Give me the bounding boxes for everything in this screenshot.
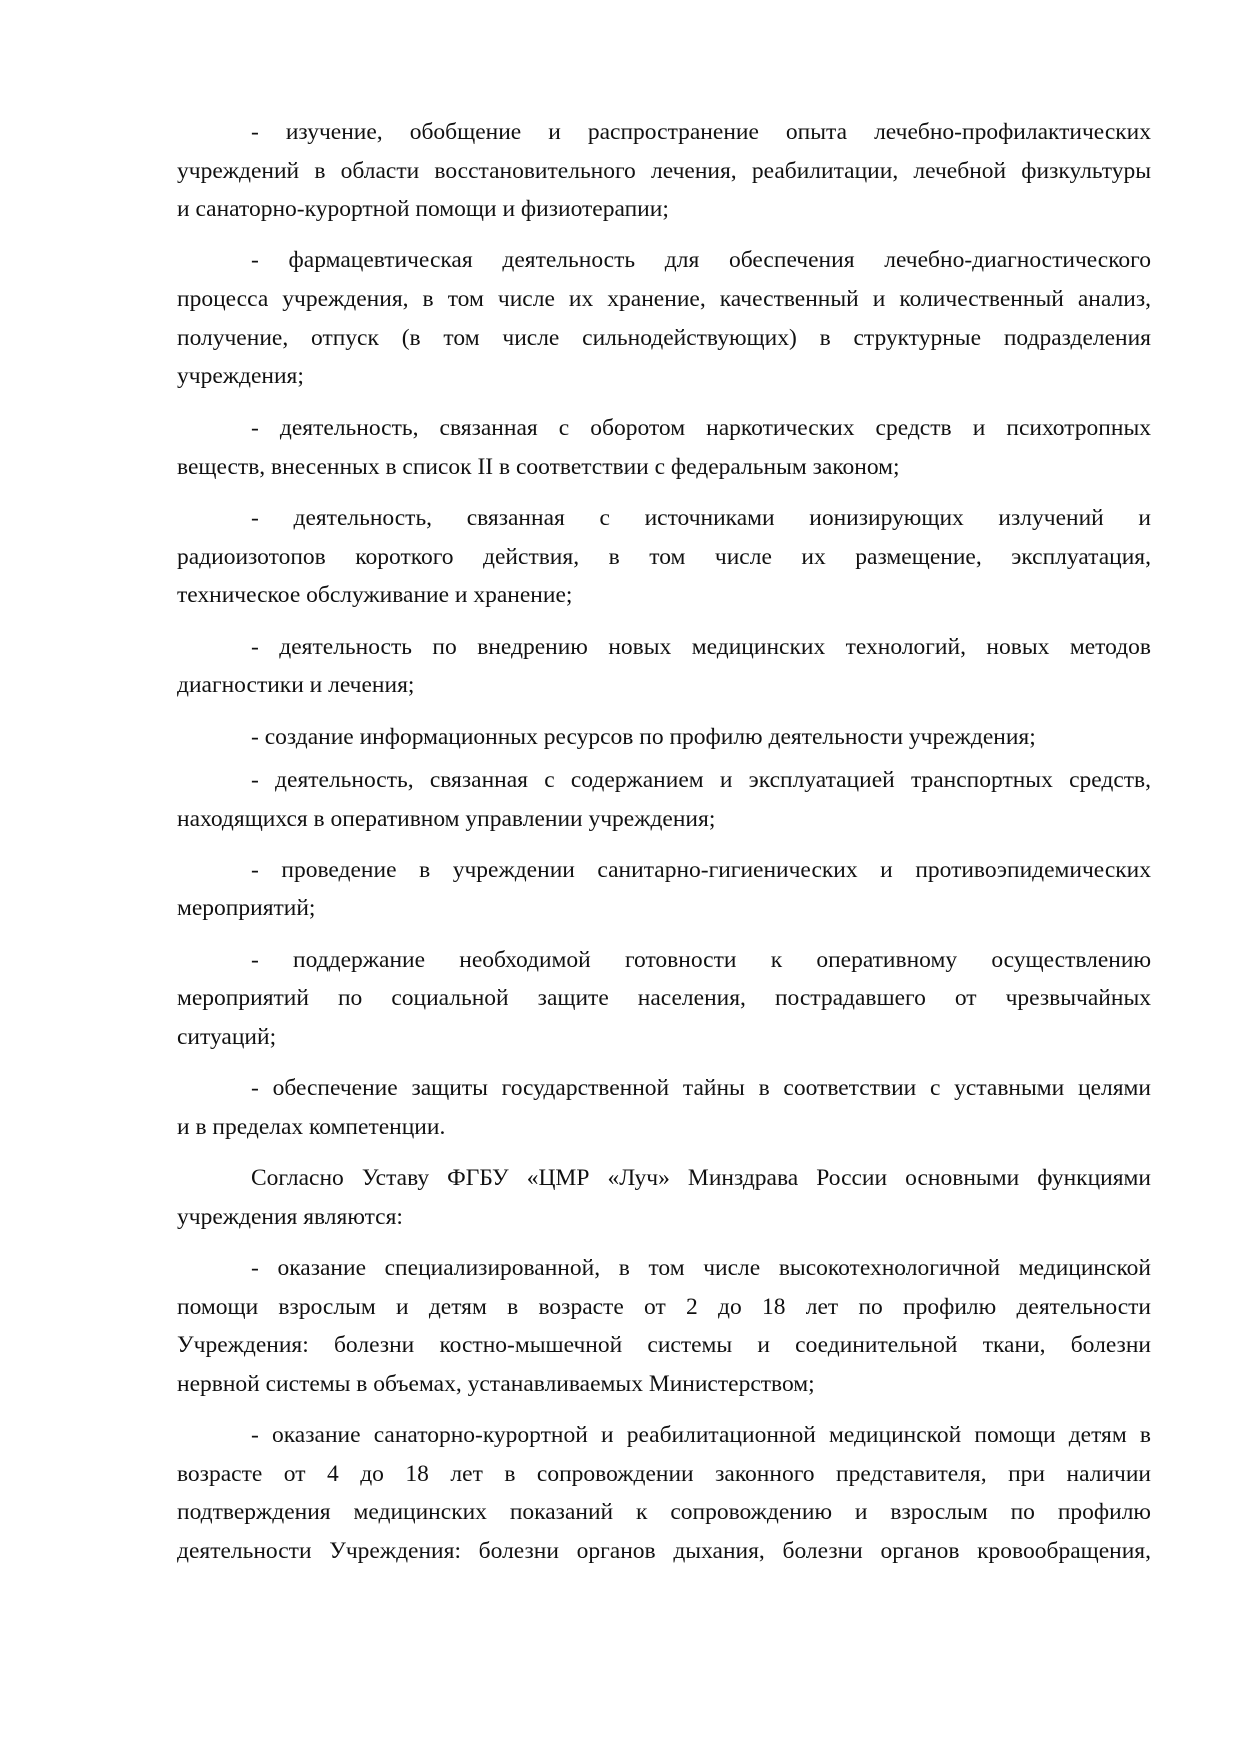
text-line: получение, отпуск (в том числе сильнодействующих) в структурные подразделения <box>177 325 1151 351</box>
text-line: - деятельность, связанная с содержанием и эксплуатацией транспортных средств, <box>251 767 1151 793</box>
text-line: учреждений в области восстановительного лечения, реабилитации, лечебной физкультуры <box>177 158 1151 184</box>
text-line: - поддержание необходимой готовности к оперативному осуществлению <box>251 947 1151 973</box>
text-line: - деятельность, связанная с оборотом наркотических средств и психотропных <box>251 415 1151 441</box>
text-line: диагностики и лечения; <box>177 672 415 698</box>
text-line: подтверждения медицинских показаний к сопровождению и взрослым по профилю <box>177 1499 1151 1525</box>
text-line: Учреждения: болезни костно-мышечной системы и соединительной ткани, болезни <box>177 1332 1151 1358</box>
text-line: возрасте от 4 до 18 лет в сопровождении законного представителя, при наличии <box>177 1461 1151 1487</box>
text-line: находящихся в оперативном управлении учреждения; <box>177 806 716 832</box>
text-line: радиоизотопов короткого действия, в том числе их размещение, эксплуатация, <box>177 544 1151 570</box>
text-line: мероприятий по социальной защите населения, пострадавшего от чрезвычайных <box>177 985 1151 1011</box>
text-line: нервной системы в объемах, устанавливаемых Министерством; <box>177 1371 815 1397</box>
text-line: учреждения; <box>177 363 304 389</box>
text-line: и санаторно-курортной помощи и физиотерапии; <box>177 196 669 222</box>
text-line: - деятельность по внедрению новых медицинских технологий, новых методов <box>251 634 1151 660</box>
text-line: помощи взрослым и детям в возрасте от 2 до 18 лет по профилю деятельности <box>177 1294 1151 1320</box>
text-line: процесса учреждения, в том числе их хранение, качественный и количественный анализ, <box>177 286 1151 312</box>
text-line: - обеспечение защиты государственной тайны в соответствии с уставными целями <box>251 1075 1151 1101</box>
text-line: веществ, внесенных в список II в соответствии с федеральным законом; <box>177 454 900 480</box>
text-line: - фармацевтическая деятельность для обеспечения лечебно-диагностического <box>251 247 1151 273</box>
text-line: техническое обслуживание и хранение; <box>177 582 573 608</box>
text-line: - оказание санаторно-курортной и реабилитационной медицинской помощи детям в <box>251 1422 1151 1448</box>
text-line: Согласно Уставу ФГБУ «ЦМР «Луч» Минздрава России основными функциями <box>251 1165 1151 1191</box>
text-line: учреждения являются: <box>177 1204 403 1230</box>
text-line: - создание информационных ресурсов по профилю деятельности учреждения; <box>251 724 1036 750</box>
text-line: - изучение, обобщение и распространение опыта лечебно-профилактических <box>251 119 1151 145</box>
text-line: деятельности Учреждения: болезни органов дыхания, болезни органов кровообращения, <box>177 1538 1151 1564</box>
text-line: и в пределах компетенции. <box>177 1114 446 1140</box>
text-line: - деятельность, связанная с источниками ионизирующих излучений и <box>251 505 1151 531</box>
text-line: - оказание специализированной, в том числе высокотехнологичной медицинской <box>251 1255 1151 1281</box>
text-line: ситуаций; <box>177 1024 277 1050</box>
text-line: - проведение в учреждении санитарно-гигиенических и противоэпидемических <box>251 857 1151 883</box>
text-line: мероприятий; <box>177 895 316 921</box>
